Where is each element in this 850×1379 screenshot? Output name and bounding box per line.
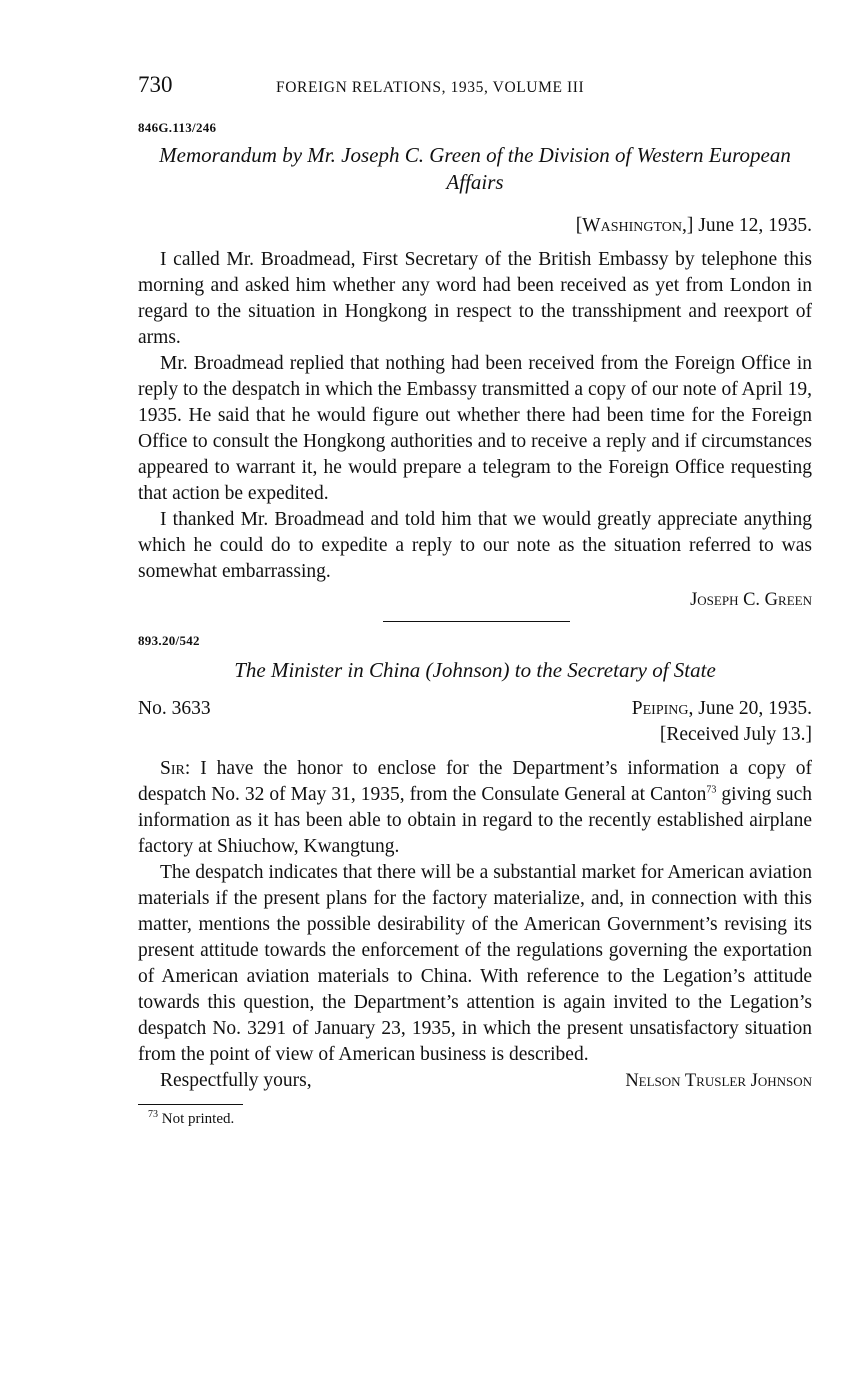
- dateline: [138, 213, 812, 239]
- despatch-number: No. 3633: [138, 698, 211, 719]
- salutation: Sir:: [160, 758, 191, 779]
- document-heading: Memorandum by Mr. Joseph C. Green of the Division of Western European Affairs: [159, 143, 791, 194]
- body-paragraph: I called Mr. Broadmead, First Secretary of the British Embassy by telephone this morning and asked him whether any word had been received as yet from London in regard to the situation in Hongkong in respect to the transshipment and reexport of arms.: [138, 249, 812, 348]
- document-page: [138, 72, 812, 1128]
- received-date: [Received July 13.]: [659, 724, 812, 745]
- dateline-place: Peiping,: [631, 698, 694, 719]
- dateline-date: June 20, 1935.: [693, 698, 812, 719]
- body-paragraph: [138, 756, 812, 860]
- file-number: 846G.113/246: [138, 120, 217, 135]
- page-number: 730: [138, 72, 173, 97]
- body-paragraph: I thanked Mr. Broadmead and told him that we would greatly appreciate anything which he could do to expedite a reply to our note as the situation referred to was somewhat embarrassing.: [138, 509, 812, 582]
- dateline-date: June 12, 1935.: [693, 215, 812, 236]
- paragraph-text: giving such information as it has been able to obtain in regard to the recently established airplane factory at Shiuchow, Kwangtung.: [138, 784, 812, 857]
- signature: Nelson Trusler Johnson: [625, 1071, 812, 1091]
- dateline: [632, 696, 812, 722]
- closing-row: [138, 1068, 812, 1094]
- footnote-text: Not printed.: [158, 1111, 235, 1127]
- footnote-divider: [138, 1104, 243, 1105]
- body-paragraph: Mr. Broadmead replied that nothing had been received from the Foreign Office in reply to the despatch in which the Embassy transmitted a copy of our note of April 19, 1935. He said that he would figure out whether there had been time for the Foreign Office to consult the Hongkong authorities and to receive a reply and if circumstances appeared to warrant it, he would prepare a telegram to the Foreign Office requesting that action be expedited.: [138, 353, 812, 504]
- signature: Joseph C. Green: [690, 590, 812, 610]
- document-heading: The Minister in China (Johnson) to the Secretary of State: [234, 658, 716, 682]
- footnote-reference: 73: [706, 784, 717, 796]
- footnote-number: 73: [148, 1109, 158, 1120]
- footnote: [138, 1111, 812, 1128]
- paragraph-text: I have the honor to enclose for the Department’s information a copy of despatch No. 32 of May 31, 1935, from the Consulate General at Canton: [138, 758, 812, 805]
- running-header: [138, 72, 812, 106]
- closing: Respectfully yours,: [160, 1070, 312, 1091]
- body-paragraph: The despatch indicates that there will be a substantial market for American aviation materials if the present plans for the factory materialize, and, in connection with this matter, mentions the possible desirability of the American Government’s revising its present attitude towards the enforcement of the regulations governing the exportation of American aviation materials to China. With reference to the Legation’s attitude towards this question, the Department’s attention is again invited to the Legation’s despatch No. 3291 of January 23, 1935, in which the present unsatisfactory situation from the point of view of American business is described.: [138, 862, 812, 1065]
- running-title: FOREIGN RELATIONS, 1935, VOLUME III: [276, 79, 585, 96]
- dateline-place: [Washington,]: [575, 215, 694, 236]
- section-divider: [383, 621, 570, 622]
- despatch-number-row: [138, 696, 812, 722]
- file-number: 893.20/542: [138, 633, 200, 648]
